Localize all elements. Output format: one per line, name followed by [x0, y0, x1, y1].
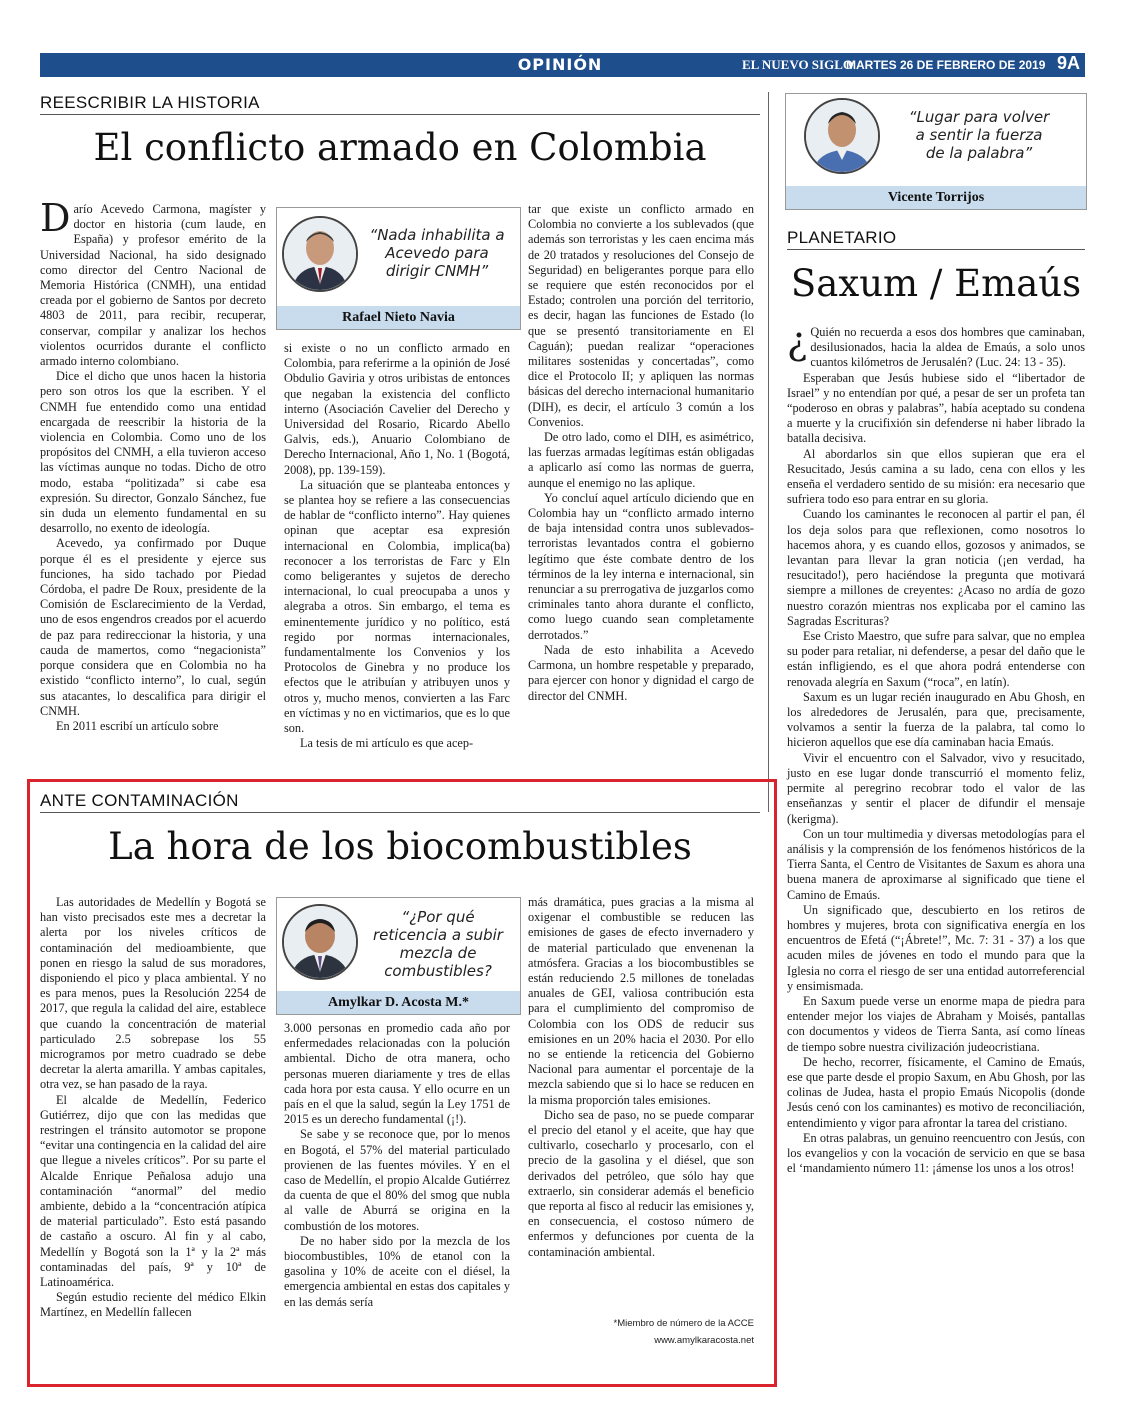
article1-quote: “Nada inhabilita a Acevedo para dirigir CNMH” — [369, 226, 505, 280]
article3-paragraph: En Saxum puede verse un enorme mapa de piedra para entender mejor los viajes de Abraham y Moisés, pantallas con documentos y videos de Tierra Santa, así como líneas de tiempo sobre nuestra civilización judeocristiana. — [787, 993, 1085, 1054]
article3-column — [787, 319, 1085, 1176]
article2-footnote: *Miembro de número de la ACCE — [613, 1318, 754, 1329]
article2-headline: La hora de los biocombustibles — [108, 825, 692, 868]
article1-paragraph: Darío Acevedo Carmona, magíster y doctor en historia (cum laude, en España) y profesor emérito de la Universidad Nacional, ha sido designado como director del Centro Nacional de Memoria Histórica (CNMH), una entidad creada por el gobierno de Santos por decreto 4803 de 2011, para recibir, recuperar, conservar, compilar y analizar los hechos violentos ocurridos durante el conflicto armado interno colombiano. — [40, 196, 266, 369]
dropcap: ¿ — [787, 319, 808, 363]
masthead: EL NUEVO SIGLO — [742, 57, 853, 72]
article1-paragraph: La tesis de mi artículo es que acep- — [300, 736, 474, 751]
article2-paragraph: Se sabe y se reconoce que, por lo menos en Bogotá, el 57% del material particulado provienen de las fuentes móviles. Y en el caso de Medellín, el propio Alcalde Gutiérrez da cuenta de que el 80% del smog que nubla al valle de Aburrá se origina en la combustión de los motores. — [284, 1127, 510, 1233]
portrait-rafael-nieto-navia — [282, 216, 358, 292]
article3-headline: Saxum / Emaús — [790, 262, 1082, 305]
article2-quote: “¿Por qué reticencia a subir mezcla de combustibles? — [373, 908, 503, 980]
dropcap: D — [40, 196, 71, 240]
article1-paragraph: En 2011 escribí un artículo sobre — [56, 718, 219, 733]
article2-website: www.amylkaracosta.net — [654, 1335, 754, 1346]
article2-kicker: ANTE CONTAMINACIÓN — [40, 791, 239, 810]
article1-paragraph: Nada de esto inhabilita a Acevedo Carmona, un hombre respetable y preparado, para ejercer con honor y dignidad el cargo de director del CNMH. — [528, 642, 754, 703]
article2-author: Amylkar D. Acosta M.* — [277, 991, 520, 1014]
article2-column-3 — [528, 895, 754, 1260]
article3-paragraph: Cuando los caminantes le reconocen al partir el pan, él los deja solos para que reflexionen, como nosotros lo hacemos ahora, y es cuando ellos, gozosos y animados, se levantan para llevar la gran noticia (¡en verdad, ha resucitado!), pero haciéndose la pregunta que motivará siempre a millones de creyentes: ¿Acaso no ardía de gozo nuestro corazón mientras nos explicaba por el camino las Sagradas Escrituras? — [787, 507, 1085, 628]
article1-paragraph: Dice el dicho que unos hacen la historia pero son otros los que la escriben. Y el CNMH fue entendido como una entidad encargada de reescribir la historia de la violencia en Colombia. Como uno de los propósitos del CNMH, a ella tuvieron acceso las víctimas aunque no todas. Dicho de otro modo, estaba “politizada” si cabe esa expresión. Su director, Gonzalo Sánchez, fue sin duda un elemento fundamental en su desarrollo, no exento de ideología. — [40, 369, 266, 536]
article3-paragraph: Ese Cristo Maestro, que sufre para salvar, que no emplea su poder para retaliar, ni defenderse, a pesar del daño que le están infligiendo, es el que ahora podrá entenderse con renovada alegría en Saxum (“roca”, en latín). — [787, 629, 1085, 689]
article2-paragraph: 3.000 personas en promedio cada año por enfermedades relacionadas con la polución ambiental. Dicho de otra manera, ocho personas mueren diariamente y tres de ellas cada hora por esta causa. Y ello ocurre en un país en el que la salud, según la Ley 1751 de 2015 es un derecho fundamental (¡!). — [284, 1021, 510, 1127]
column-separator — [768, 92, 769, 812]
article1-paragraph: si existe o no un conflicto armado en Colombia, para referirme a la opinión de José Obdulio Gaviria y otros uribistas de entonces que negaban la existencia del conflicto interno (Asociación Cavelier del Derecho y Universidad del Rosario, Ricardo Abello Galvis, eds.), Anuario Colombiano de Derecho Internacional, Año 1, No. 1 (Bogotá, 2008), pp. 139-159). — [284, 341, 510, 477]
article1-column-2 — [284, 341, 510, 751]
article1-headline: El conflicto armado en Colombia — [93, 126, 707, 169]
article3-author: Vicente Torrijos — [786, 186, 1086, 209]
article1-kicker-rule — [40, 114, 760, 115]
article2-kicker-rule — [40, 812, 760, 813]
portrait-vicente-torrijos — [804, 98, 880, 174]
article3-kicker-rule — [787, 249, 1085, 250]
article3-paragraph: Un significado que, descubierto en los retiros de hombres y mujeres, brota con significativa energía en los encuentros de Efetá (“¡Ábrete!”, Mc. 7: 31 - 37) a los que acuden miles de jóvenes en todo el mundo para que la Iglesia no corra el riesgo de ser una entidad autorreferencial y ensimismada. — [787, 902, 1085, 993]
article3-paragraph: ¿ Quién no recuerda a esos dos hombres que caminaban, desilusionados, hacia la aldea de Emaús, a solo unos cuantos kilómetros de Jerusalén? (Luc. 24: 13 - 35). — [787, 319, 1085, 370]
article1-paragraph: Acevedo, ya confirmado por Duque porque él es el presidente y ejerce sus funciones, ha sido tachado por Piedad Córdoba, el padre De Roux, presidente de la Comisión de Esclarecimiento de la Verdad, uno de esos engendros creados por el acuerdo de paz para redireccionar la historia, y una cauda de mamertos, como “negacionista” porque considera que en Colombia no ha existido “conflicto interno”, lo cual, según sus atacantes, lo descalifica para dirigir el CNMH. — [40, 536, 266, 718]
article3-paragraph: Al abordarlos sin que ellos supieran que era el Resucitado, Jesús camina a su lado, cena con ellos y les enseña el verdadero sentido de su misión: era necesario que sufriera todo eso para entrar en su gloria. — [787, 446, 1085, 507]
article1-column-3 — [528, 202, 754, 704]
article2-paragraph: De no haber sido por la mezcla de los biocombustibles, 10% de etanol con la gasolina y 10% de aceite con el diésel, la emergencia ambiental en estas dos capitales y en las demás sería — [284, 1233, 510, 1309]
article1-kicker: REESCRIBIR LA HISTORIA — [40, 93, 260, 112]
article3-paragraph: Con un tour multimedia y diversas metodologías para el análisis y la comprensión de los fenómenos históricos de la Tierra Santa, el Centro de Visitantes de Saxum es ahora una buena manera de aproximarse al significado que tiene el Camino de Emaús. — [787, 826, 1085, 902]
article3-paragraph: Vivir el encuentro con el Salvador, vivo y resucitado, justo en ese lugar donde transcurrió el momento feliz, permite al peregrino recobrar todo el valor de las enseñanzas y sentir el placer de difundir el mensaje (kerigma). — [787, 750, 1085, 826]
article1-paragraph: Yo concluí aquel artículo diciendo que en Colombia hay un “conflicto armado interno de baja intensidad contra unos sublevados-terroristas levantados contra el gobierno legítimo que éste combate dentro de los términos de la ley interna e internacional, sin renunciar a su prerrogativa de juzgarlos como criminales tanto ahora durante el conflicto, como luego cuando sean completamente derrotados.” — [528, 490, 754, 642]
article2-column-1 — [40, 895, 266, 1321]
article1-paragraph: De otro lado, como el DIH, es asimétrico, las fuerzas armadas legítimas están obligadas a aplicarlo así como las normas de guerra, aunque el enemigo no las aplique. — [528, 430, 754, 490]
article2-paragraph: El alcalde de Medellín, Federico Gutiérrez, dijo que con las medidas que restringen el tránsito automotor se propone “evitar una contingencia en la calidad del aire que llegue a niveles críticos”. Por su parte el Alcalde Enrique Peñalosa adujo una contaminación “anormal” del medio ambiente, debido a la “concentración atípica de material particulado”. Esto está pasando de castaño a oscuro. Al fin y al cabo, Medellín y Bogotá son la 1ª y la 2ª más contaminadas del país, 9ª y 10ª de Latinoamérica. — [40, 1092, 266, 1290]
article2-quote-box — [276, 897, 521, 1015]
article3-paragraph: De hecho, recorrer, físicamente, el Camino de Emaús, ese que parte desde el propio Saxum, en Abu Ghosh, por las colinas de Judea, hasta el propio Emaús Nicopolis (donde Jesús cenó con los caminantes) es motivo de reconciliación, entendimiento y vigor para afrontar la tarea del cristiano. — [787, 1054, 1085, 1130]
article2-column-2 — [284, 1021, 510, 1310]
article1-quote-box — [276, 207, 521, 330]
article2-paragraph: Las autoridades de Medellín y Bogotá se han visto precisados este mes a decretar la alerta por los niveles críticos de contaminación del medioambiente, que ponen en riesgo la salud de sus moradores, disponiendo el pico y placa ambiental. Y no es para menos, pues la Resolución 2254 de 2017, que regula la calidad del aire, establece que cuando la concentración de material particulado 2.5 sobrepase los 55 microgramos por metro cuadrado se debe decretar la alerta amarilla. Y ambas capitales, otra vez, se han pasado de la raya. — [40, 895, 266, 1092]
article1-column-1 — [40, 196, 266, 734]
article3-paragraph: Saxum es un lugar recién inaugurado en Abu Ghosh, en los alrededores de Jerusalén, para que, precisamente, volvamos a sentir la fuerza de la palabra, tal como lo hicieron aquellos que ese día caminaban hacia Emaús. — [787, 689, 1085, 750]
article1-author: Rafael Nieto Navia — [277, 306, 520, 329]
article3-quote-box — [785, 93, 1087, 210]
portrait-amylkar-acosta — [282, 904, 358, 980]
article3-quote: “Lugar para volver a sentir la fuerza de la palabra” — [908, 108, 1050, 162]
page-number: 9A — [1057, 53, 1081, 73]
page-date: MARTES 26 DE FEBRERO DE 2019 — [846, 58, 1046, 72]
article3-kicker: PLANETARIO — [787, 228, 897, 247]
article2-paragraph: más dramática, pues gracias a la misma al oxigenar el combustible se reducen las emisiones de gases de efecto invernadero y de material particulado que envenenan la atmósfera. Gracias a los biocombustibles se están reduciendo 2.5 millones de toneladas anuales de GEI, valiosa contribución esta para el cumplimiento del compromiso de Colombia con los ODS de reducir sus emisiones en un 20% hacia el 2030. Por ello no se entiende la reticencia del Gobierno Nacional para aumentar el porcentaje de la mezcla sabiendo que si lo hace se reducen en la misma proporción tales emisiones. — [528, 895, 754, 1107]
article3-paragraph: En otras palabras, un genuino reencuentro con Jesús, con los evangelios y con la vocación de servicio en que se basa el ‘mandamiento número 11: ¡ámense los unos a los otros! — [787, 1130, 1085, 1176]
article3-paragraph: Esperaban que Jesús hubiese sido el “libertador de Israel” y no entendían por qué, a pesar de ser un profeta tan “poderoso en obras y palabras”, había aceptado su condena a muerte y la crucifixión sin defenderse ni haber librado la batalla decisiva. — [787, 370, 1085, 446]
article2-paragraph: Según estudio reciente del médico Elkin Martínez, en Medellín fallecen — [40, 1290, 266, 1320]
article1-paragraph: La situación que se planteaba entonces y se plantea hoy se refiere a las consecuencias de hablar de “conflicto interno”. Hay quienes opinan que aceptar esa expresión internacional en Colombia, implica(ba) reconocer a los terroristas de Farc y Eln como beligerantes y sujetos de derecho internacional, lo cual preocupaba a unos y alegraba a otros. Sin embargo, el tema es eminentemente jurídico y no político, está regido por normas internacionales, fundamentalmente los Convenios y los Protocolos de Ginebra y no produce los efectos que le atribuían y atribuyen unos y otros y, mucho menos, convierten a las Farc en víctimas y no en victimarios, que es lo que son. — [284, 477, 510, 736]
article2-paragraph: Dicho sea de paso, no se puede comparar el precio del etanol y el aceite, que hay que cultivarlo, cosecharlo y procesarlo, con el precio de la gasolina y el diésel, que son derivados del petróleo, que sólo hay que extraerlo, sin considerar además el beneficio que reporta al fisco al reducir las emisiones y, en consecuencia, el costoso número de enfermos y defunciones por cuenta de la contaminación ambiental. — [528, 1107, 754, 1259]
section-name: OPINIÓN — [517, 55, 603, 74]
article1-paragraph: tar que existe un conflicto armado en Colombia no convierte a los sublevados (que además son terroristas y les caen encima más de 20 tratados y resoluciones del Consejo de Seguridad) en beligerantes porque para ello se requiere que estén reconocidos por el Estado; controlen una porción del territorio, es decir, hagan las funciones de Estado (lo que se presentó transitoriamente en El Caguán); puedan realizar “operaciones militares sostenidas y concertadas”, como dice el Protocolo II; y apliquen las normas básicas del derecho internacional humanitario (DIH), es decir, el artículo 3 común a los Convenios. — [528, 202, 754, 429]
